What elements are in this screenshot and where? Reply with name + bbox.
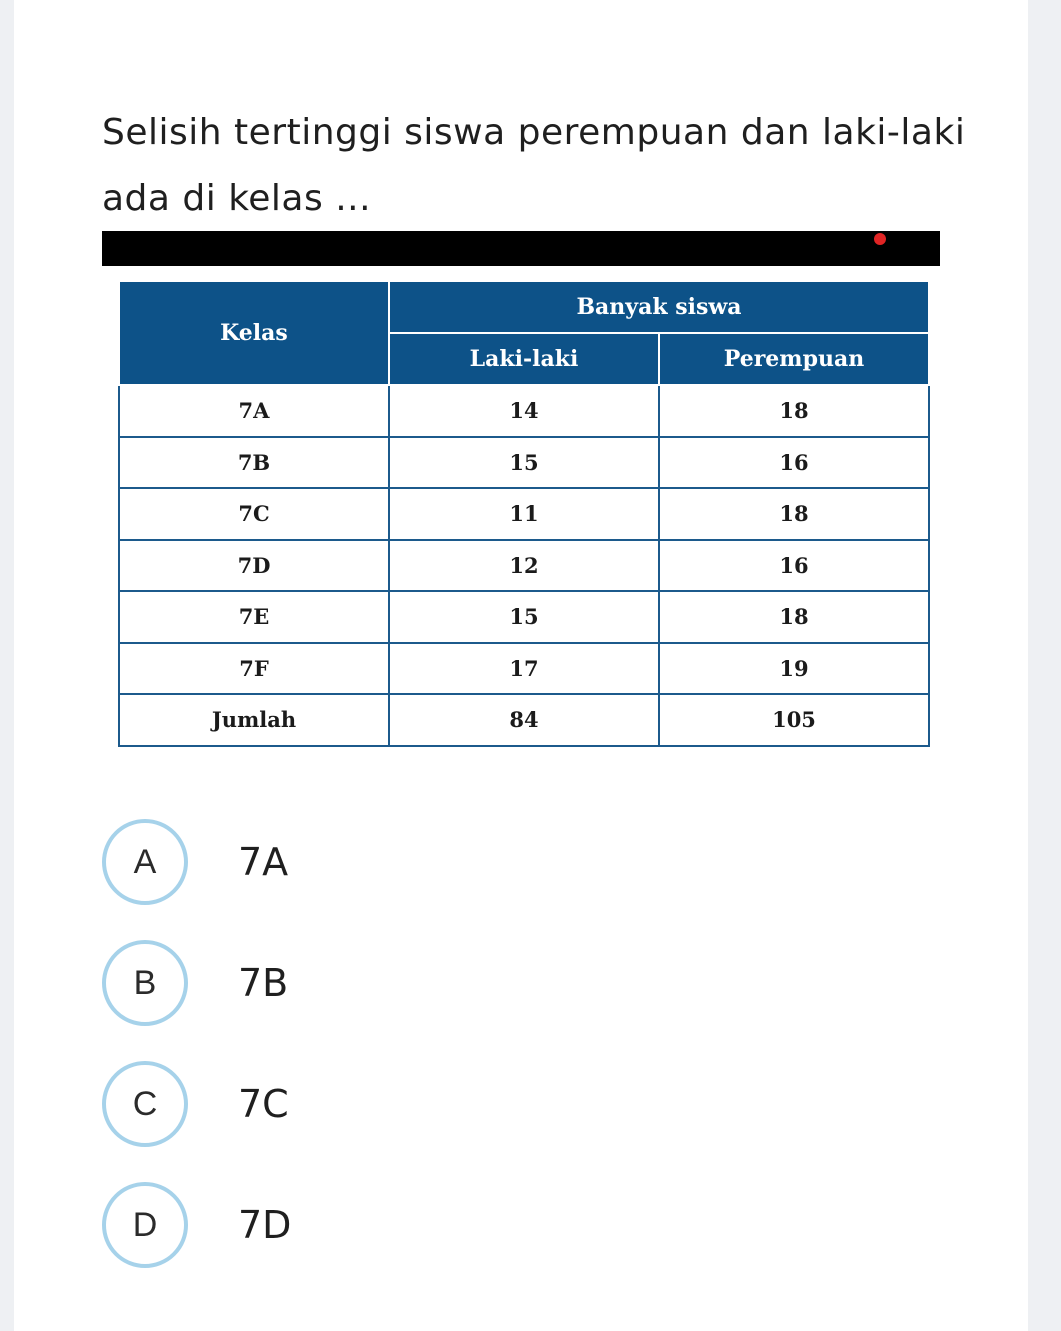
option-a[interactable] <box>102 818 602 906</box>
option-c[interactable] <box>102 1060 602 1148</box>
cell-kelas: 7E <box>119 591 389 643</box>
question-card <box>14 0 1028 1331</box>
cell-perempuan: 18 <box>659 591 929 643</box>
option-b-letter[interactable]: B <box>102 940 188 1026</box>
option-d-letter[interactable]: D <box>102 1182 188 1268</box>
cell-kelas: Jumlah <box>119 694 389 746</box>
table-row <box>119 437 929 489</box>
option-d-text[interactable]: 7D <box>238 1203 292 1247</box>
cell-laki: 15 <box>389 591 659 643</box>
cell-perempuan: 105 <box>659 694 929 746</box>
cell-perempuan: 19 <box>659 643 929 695</box>
header-laki-laki: Laki-laki <box>389 333 659 385</box>
table-row <box>119 643 929 695</box>
option-c-letter[interactable]: C <box>102 1061 188 1147</box>
cell-kelas: 7A <box>119 385 389 437</box>
cell-kelas: 7B <box>119 437 389 489</box>
cell-laki: 17 <box>389 643 659 695</box>
question-line-2: ada di kelas ... <box>102 178 372 219</box>
table-row <box>119 591 929 643</box>
cell-laki: 14 <box>389 385 659 437</box>
option-c-text[interactable]: 7C <box>238 1082 289 1126</box>
cell-perempuan: 16 <box>659 540 929 592</box>
option-d[interactable] <box>102 1181 602 1269</box>
header-kelas: Kelas <box>119 281 389 385</box>
option-a-text[interactable]: 7A <box>238 840 289 884</box>
cell-laki: 84 <box>389 694 659 746</box>
cell-kelas: 7F <box>119 643 389 695</box>
question-text <box>102 100 1002 232</box>
student-count-table <box>118 280 930 747</box>
option-b-text[interactable]: 7B <box>238 961 289 1005</box>
cell-laki: 11 <box>389 488 659 540</box>
table-row <box>119 385 929 437</box>
header-perempuan: Perempuan <box>659 333 929 385</box>
red-marker-dot <box>874 233 886 245</box>
cell-perempuan: 18 <box>659 488 929 540</box>
header-banyak-siswa: Banyak siswa <box>389 281 929 333</box>
table-row <box>119 488 929 540</box>
option-b[interactable] <box>102 939 602 1027</box>
cell-kelas: 7C <box>119 488 389 540</box>
question-line-1: Selisih tertinggi siswa perempuan dan laki-laki <box>102 112 966 153</box>
image-top-bar <box>102 231 940 266</box>
option-a-letter[interactable]: A <box>102 819 188 905</box>
cell-perempuan: 18 <box>659 385 929 437</box>
table-row-total <box>119 694 929 746</box>
cell-laki: 12 <box>389 540 659 592</box>
table-row <box>119 540 929 592</box>
cell-perempuan: 16 <box>659 437 929 489</box>
cell-laki: 15 <box>389 437 659 489</box>
cell-kelas: 7D <box>119 540 389 592</box>
